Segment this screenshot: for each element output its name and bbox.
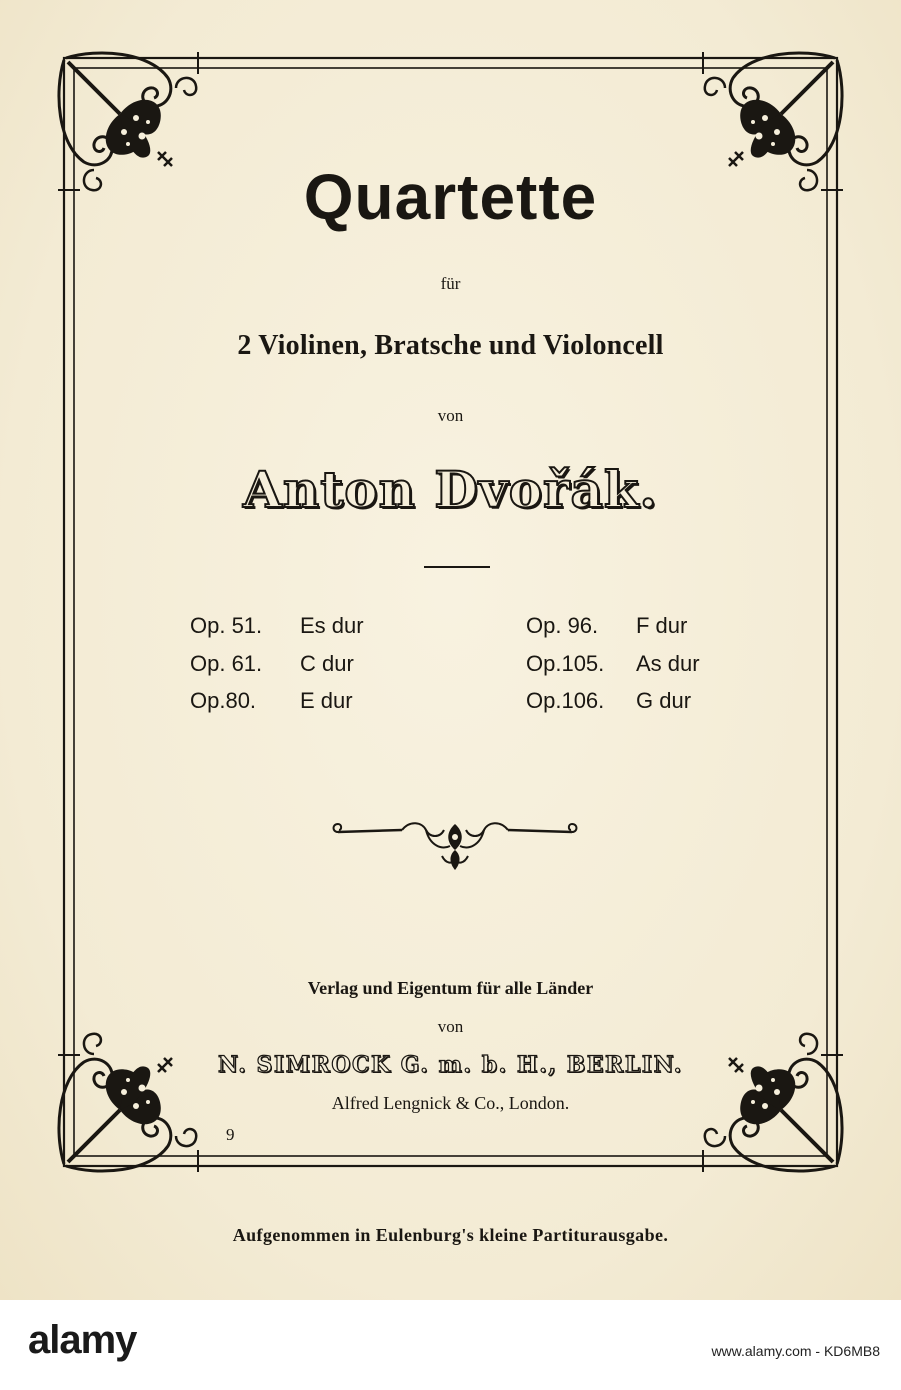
works-list-right bbox=[526, 613, 700, 726]
image-credit: www.alamy.com - KD6MB8 bbox=[711, 1343, 880, 1359]
key-signature: Es dur bbox=[300, 613, 364, 638]
publisher-rights-line: Verlag und Eigentum für alle Länder bbox=[307, 978, 594, 998]
divider-rule bbox=[424, 566, 490, 568]
fuer-label: für bbox=[440, 274, 461, 293]
publisher-von-label: von bbox=[437, 1017, 464, 1036]
opus-number: Op. 51. bbox=[190, 613, 263, 638]
work-entry bbox=[526, 613, 700, 651]
page-title: Quartette bbox=[303, 161, 598, 233]
publisher-name: N. SIMROCK G. m. b. H., BERLIN. bbox=[218, 1052, 683, 1078]
opus-number: Op. 61. bbox=[190, 650, 263, 676]
eulenburg-note: Aufgenommen in Eulenburg's kleine Partiturausgabe. bbox=[232, 1225, 669, 1245]
key-signature: F dur bbox=[636, 613, 688, 638]
key-signature: G dur bbox=[636, 688, 692, 713]
work-entry bbox=[190, 613, 364, 651]
opus-number: Op.105. bbox=[526, 650, 605, 676]
alamy-logo: alamy bbox=[28, 1318, 137, 1362]
composer-name: Anton Dvořák. bbox=[243, 460, 658, 519]
work-entry bbox=[190, 688, 364, 726]
instrumentation: 2 Violinen, Bratsche und Violoncell bbox=[237, 330, 664, 361]
key-signature: As dur bbox=[636, 650, 700, 676]
key-signature: E dur bbox=[300, 688, 353, 713]
opus-number: Op.106. bbox=[526, 688, 605, 713]
work-entry bbox=[190, 651, 364, 689]
works-list-left bbox=[190, 613, 364, 726]
work-entry bbox=[526, 651, 700, 689]
work-entry bbox=[526, 688, 700, 726]
key-signature: C dur bbox=[300, 650, 354, 676]
london-agent: Alfred Lengnick & Co., London. bbox=[331, 1093, 570, 1113]
plate-number: 9 bbox=[226, 1125, 235, 1144]
scroll-vignette-icon bbox=[330, 820, 580, 876]
opus-number: Op. 96. bbox=[526, 613, 599, 638]
von-label: von bbox=[437, 406, 464, 425]
opus-number: Op.80. bbox=[190, 688, 257, 713]
